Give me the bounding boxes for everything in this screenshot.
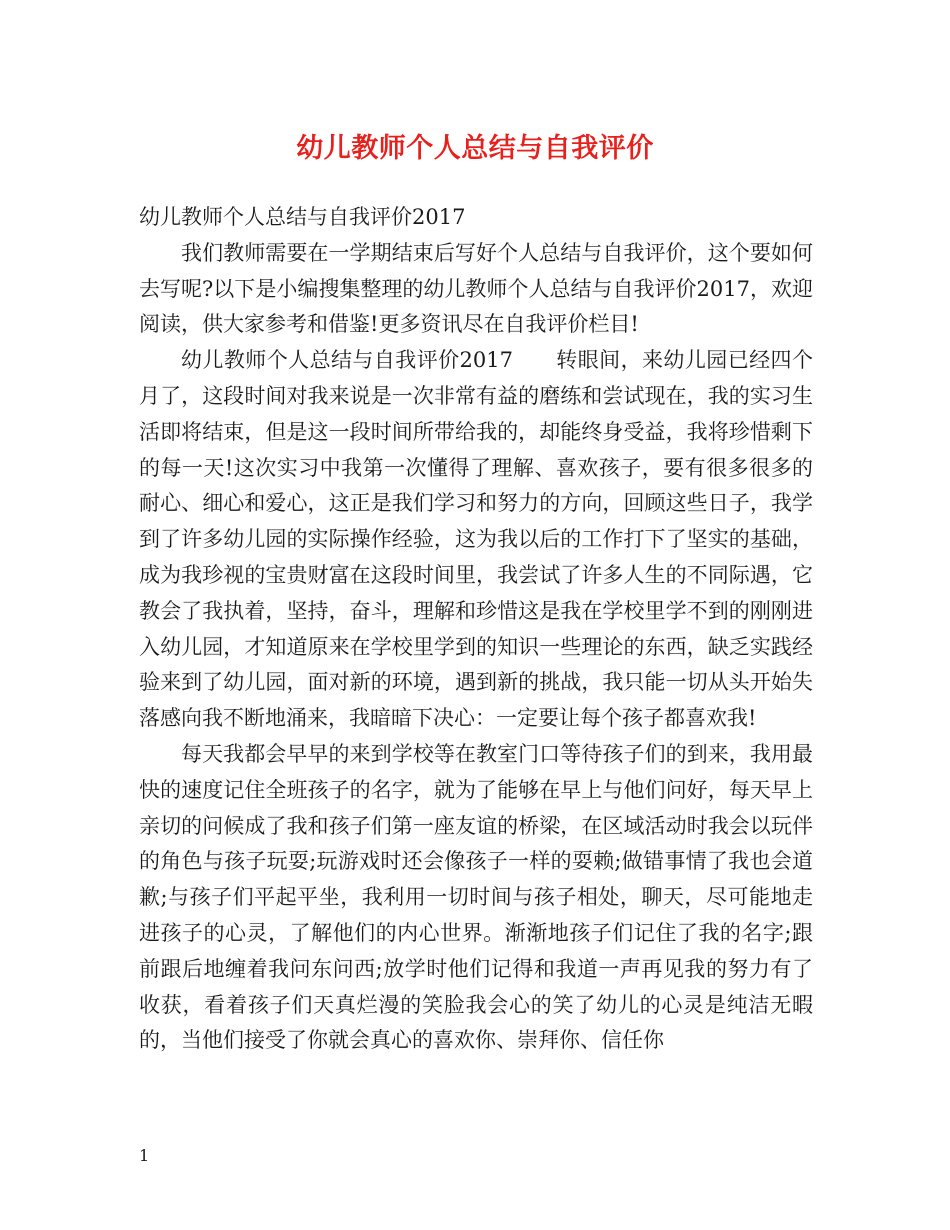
body-paragraph: 每天我都会早早的来到学校等在教室门口等待孩子们的到来，我用最快的速度记住全班孩子的名字，就为了能够在早上与他们问好，每天早上亲切的问候成了我和孩子们第一座友谊的桥梁，在区域活动时我会以玩伴的角色与孩子玩耍;玩游戏时还会像孩子一样的耍赖;做错事情了我也会道歉;与孩子们平起平坐，我利用一切时间与孩子相处，聊天，尽可能地走进孩子的心灵，了解他们的内心世界。渐渐地孩子们记住了我的名字;跟前跟后地缠着我问东问西;放学时他们记得和我道一声再见我的努力有了收获，看着孩子们天真烂漫的笑脸我会心的笑了幼儿的心灵是纯洁无暇的，当他们接受了你就会真心的喜欢你、崇拜你、信任你 — [139, 741, 813, 1053]
body-paragraph: 幼儿教师个人总结与自我评价2017 转眼间，来幼儿园已经四个月了，这段时间对我来说是一次非常有益的磨练和尝试现在，我的实习生活即将结束，但是这一段时间所带给我的，却能终身受益，我将珍惜剩下的每一天!这次实习中我第一次懂得了理解、喜欢孩子，要有很多很多的耐心、细心和爱心，这正是我们学习和努力的方向，回顾这些日子，我学到了许多幼儿园的实际操作经验，这为我以后的工作打下了坚实的基础，成为我珍视的宝贵财富在这段时间里，我尝试了许多人生的不同际遇，它教会了我执着，坚持，奋斗，理解和珍惜这是我在学校里学不到的刚刚进入幼儿园，才知道原来在学校里学到的知识一些理论的东西，缺乏实践经验来到了幼儿园，面对新的环境，遇到新的挑战，我只能一切从头开始失落感向我不断地涌来，我暗暗下决心：一定要让每个孩子都喜欢我! — [139, 348, 813, 731]
page-number: 1 — [139, 1146, 150, 1165]
intro-paragraph: 我们教师需要在一学期结束后写好个人总结与自我评价，这个要如何去写呢?以下是小编搜集整理的幼儿教师个人总结与自我评价2017，欢迎阅读，供大家参考和借鉴!更多资讯尽在自我评价栏目! — [139, 240, 813, 337]
document-body — [139, 200, 813, 1059]
document-title: 幼儿教师个人总结与自我评价 — [296, 133, 654, 164]
subtitle-paragraph: 幼儿教师个人总结与自我评价2017 — [139, 205, 466, 229]
